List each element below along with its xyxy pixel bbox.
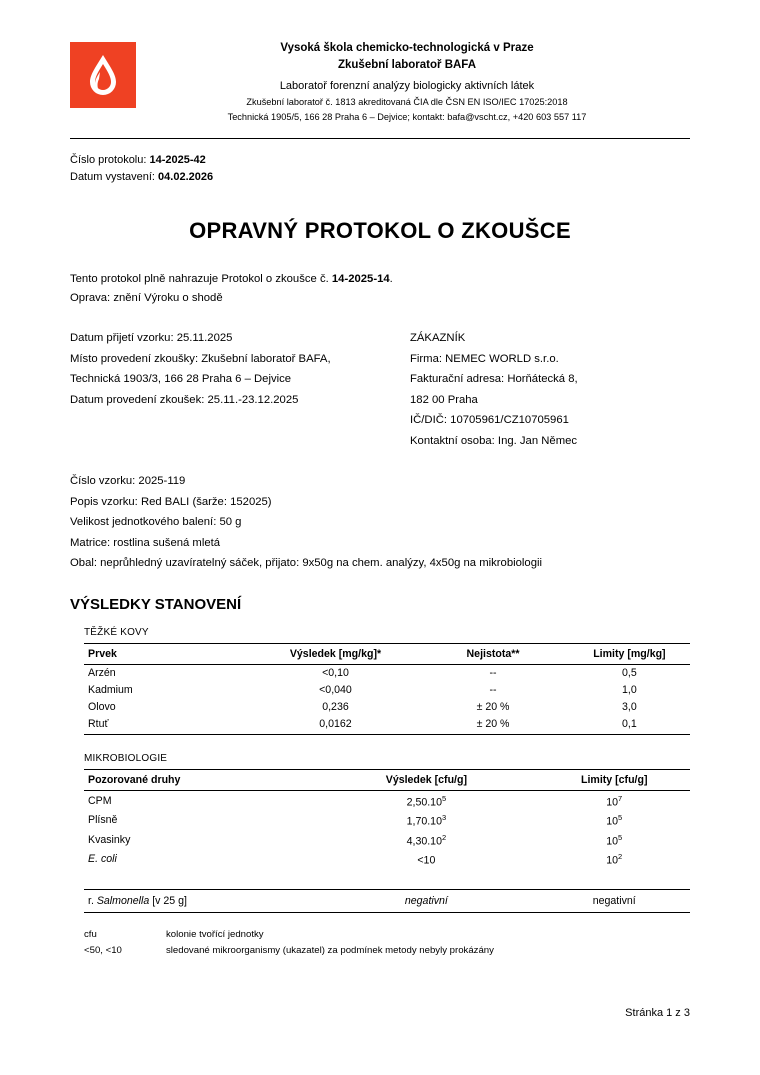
issue-date-label: Datum vystavení: [70, 171, 159, 183]
legend-text: kolonie tvořící jednotky [166, 928, 264, 940]
test-place-line2: Technická 1903/3, 166 28 Praha 6 – Dejvice [70, 373, 292, 385]
cell-result [314, 850, 538, 871]
sample-number: Číslo vzorku: 2025-119 [70, 475, 186, 487]
cell-element: Olovo [88, 701, 116, 713]
replaced-protocol-number: 14-2025-14 [331, 273, 390, 285]
cell-result-base: <10 [417, 854, 436, 867]
cell-uncertainty: -- [489, 684, 497, 696]
test-info-column [70, 328, 410, 451]
protocol-number-row [70, 152, 690, 169]
accreditation-line: Zkušební laboratoř č. 1813 akreditovaná ČIA dle ČSN EN ISO/IEC 17025:2018 [246, 97, 568, 107]
replacement-line [70, 270, 690, 289]
cell-element: Rtuť [84, 716, 254, 735]
customer-column [410, 328, 690, 451]
salmonella-suffix: [v 25 g] [149, 894, 187, 907]
customer-contact: Kontaktní osoba: Ing. Jan Němec [410, 434, 578, 447]
col-species: Pozorované druhy [84, 770, 314, 791]
cell-result: 0,0162 [254, 716, 418, 735]
cell-result [314, 791, 538, 811]
info-columns [70, 328, 690, 451]
col-limit: Limity [mg/kg] [569, 643, 690, 664]
customer-address-line2: 182 00 Praha [410, 393, 478, 406]
page-number: Stránka 1 z 3 [625, 1007, 690, 1019]
cell-result [314, 811, 538, 831]
cell-result: <0,10 [322, 667, 349, 679]
cell-uncertainty: ± 20 % [476, 701, 510, 713]
cell-limit: 0,5 [622, 667, 637, 679]
cell-limit-base: 10 [606, 854, 619, 867]
col-result: Výsledek [mg/kg]* [254, 643, 418, 664]
col-limit: Limity [cfu/g] [538, 770, 690, 791]
col-result: Výsledek [cfu/g] [314, 770, 538, 791]
cell-limit: 1,0 [622, 684, 637, 696]
table-row [84, 889, 690, 912]
table-row [84, 791, 690, 811]
page-title: OPRAVNÝ PROTOKOL O ZKOUŠCE [189, 218, 571, 243]
replacement-text-end: . [389, 273, 393, 285]
cell-species: E. coli [88, 853, 117, 866]
cell-result-base: 1,70.10 [406, 815, 442, 828]
cell-limit: negativní [538, 889, 690, 912]
legend-text: sledované mikroorganismy (ukazatel) za podmínek metody nebyly prokázány [166, 944, 494, 956]
cell-limit-base: 10 [606, 815, 619, 828]
cell-limit-exp: 5 [618, 813, 623, 823]
table-row [84, 682, 690, 699]
cell-limit-exp: 5 [618, 832, 623, 842]
legend-row [84, 943, 690, 959]
cell-limit [538, 830, 690, 850]
cell-species: Plísně [88, 814, 118, 827]
org-name: Vysoká škola chemicko-technologická v Praze [280, 42, 534, 54]
table-row [84, 716, 690, 735]
salmonella-prefix: r. [88, 894, 97, 907]
cell-result [314, 830, 538, 850]
cell-result-base: 2,50.10 [406, 796, 442, 809]
legend-key: <50, <10 [84, 944, 122, 956]
protocol-number-label: Číslo protokolu: [70, 154, 150, 166]
customer-address-line1: Fakturační adresa: Horňátecká 8, [410, 373, 578, 385]
contact-line: Technická 1905/5, 166 28 Praha 6 – Dejvice; kontakt: bafa@vscht.cz, +420 603 557 117 [227, 112, 587, 122]
test-date: Datum provedení zkoušek: 25.11.-23.12.2025 [70, 393, 299, 406]
cell-limit-exp: 7 [618, 793, 623, 803]
sample-matrix: Matrice: rostlina sušená mletá [70, 536, 221, 549]
vscht-logo-icon [70, 42, 136, 108]
customer-company: Firma: NEMEC WORLD s.r.o. [410, 352, 559, 365]
table-header-row [84, 643, 690, 664]
sample-unit-size: Velikost jednotkového balení: 50 g [70, 516, 242, 528]
table-row [84, 664, 690, 682]
received-date: Datum přijetí vzorku: 25.11.2025 [70, 332, 233, 344]
cell-limit [538, 791, 690, 811]
issue-date-value: 04.02.2026 [158, 171, 214, 183]
test-place-line1: Místo provedení zkoušky: Zkušební laboratoř BAFA, [70, 352, 331, 365]
cell-result-exp: 3 [441, 813, 447, 823]
cell-result-exp: 5 [441, 793, 447, 803]
salmonella-table [84, 889, 690, 913]
correction-line: Oprava: znění Výroku o shodě [70, 292, 223, 304]
cell-result: negativní [314, 889, 538, 912]
lab-subtitle: Laboratoř forenzní analýzy biologicky aktivních látek [279, 80, 535, 92]
table-row [84, 699, 690, 716]
legend-row [84, 927, 690, 943]
cell-limit [538, 811, 690, 831]
cell-species: CPM [88, 794, 112, 807]
cell-element: Kadmium [88, 684, 133, 696]
salmonella-name: Salmonella [96, 894, 150, 907]
cell-limit [538, 850, 690, 871]
heavy-metals-caption: TĚŽKÉ KOVY [84, 626, 149, 638]
table-row [84, 850, 690, 871]
header-divider [70, 138, 690, 139]
cell-species [84, 889, 314, 912]
cell-result-base: 4,30.10 [406, 835, 442, 848]
protocol-meta [70, 152, 690, 186]
cell-result-exp: 2 [441, 832, 447, 842]
customer-heading: ZÁKAZNÍK [410, 332, 466, 344]
col-uncertainty: Nejistota** [417, 643, 569, 664]
table-row [84, 811, 690, 831]
sample-info [70, 471, 690, 574]
microbiology-table [84, 769, 690, 871]
cell-limit-base: 10 [606, 796, 619, 809]
cell-uncertainty: ± 20 % [417, 716, 569, 735]
legend [84, 927, 690, 959]
cell-result: <0,040 [319, 684, 352, 696]
cell-limit: 3,0 [622, 701, 637, 713]
legend-key: cfu [84, 928, 97, 940]
protocol-number-value: 14-2025-42 [149, 154, 206, 166]
sample-description: Popis vzorku: Red BALI (šarže: 152025) [70, 495, 272, 508]
cell-limit: 0,1 [569, 716, 690, 735]
customer-ids: IČ/DIČ: 10705961/CZ10705961 [410, 414, 569, 426]
cell-limit-base: 10 [606, 835, 619, 848]
table-row [84, 830, 690, 850]
issue-date-row [70, 169, 690, 186]
cell-result: 0,236 [322, 701, 349, 713]
heavy-metals-table [84, 643, 690, 736]
replacement-note [70, 270, 690, 308]
cell-element: Arzén [88, 667, 116, 679]
lab-name: Zkušební laboratoř BAFA [337, 59, 477, 71]
document-header [70, 40, 690, 132]
microbiology-caption: MIKROBIOLOGIE [84, 753, 168, 764]
cell-species: Kvasinky [88, 833, 131, 846]
replacement-text: Tento protokol plně nahrazuje Protokol o zkoušce č. [70, 273, 332, 285]
sample-packaging: Obal: neprůhledný uzavíratelný sáček, přijato: 9x50g na chem. analýzy, 4x50g na mikrobiologii [70, 557, 543, 569]
results-heading: VÝSLEDKY STANOVENÍ [70, 595, 242, 613]
cell-uncertainty: -- [489, 667, 497, 679]
table-header-row [84, 770, 690, 791]
col-element: Prvek [84, 643, 254, 664]
cell-limit-exp: 2 [618, 852, 623, 862]
